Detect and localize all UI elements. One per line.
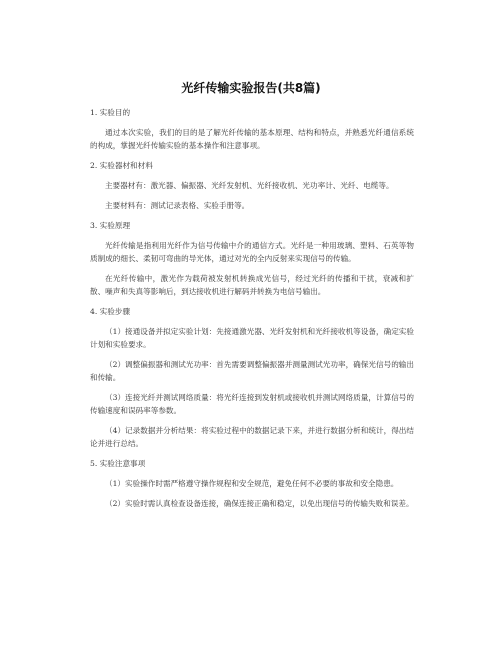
section-heading-purpose: 1. 实验目的 — [90, 108, 131, 117]
paragraph: 光纤传输是指利用光纤作为信号传输中介的通信方式。光纤是一种用玻璃、塑料、石英等物质制成的细长、柔韧可弯曲的导光体，通过对光的全内反射来实现信号的传输。 — [90, 241, 414, 263]
paragraph: 主要材料有：测试记录表格、实验手册等。 — [105, 201, 250, 210]
paragraph: （4）记录数据并分析结果：将实验过程中的数据记录下来，并进行数据分析和统计，得出结论并进行总结。 — [90, 426, 414, 448]
paragraph: （1）接通设备并拟定实验计划：先接通激光器、光纤发射机和光纤接收机等设备，确定实验计划和实验要求。 — [90, 327, 414, 349]
document-title: 光纤传输实验报告(共8篇) — [181, 81, 321, 95]
paragraph: 在光纤传输中，激光作为载荷被发射机转换成光信号，经过光纤的传播和干扰，衰减和扩散、噪声和失真等影响后，到达接收机进行解码并转换为电信号输出。 — [90, 274, 414, 296]
section-heading-precautions: 5. 实验注意事项 — [90, 459, 146, 468]
paragraph: 主要器材有：激光器、偏振器、光纤发射机、光纤接收机、光功率计、光纤、电缆等。 — [105, 181, 394, 190]
paragraph: （3）连接光纤并测试网络质量：将光纤连接到发射机或接收机并测试网络质量，计算信号的传输速度和误码率等参数。 — [90, 393, 414, 415]
paragraph: 通过本次实验，我们的目的是了解光纤传输的基本原理、结构和特点，并熟悉光纤通信系统的构成，掌握光纤传输实验的基本操作和注意事项。 — [90, 128, 414, 150]
paragraph: （2）调整偏振器和测试光功率：首先需要调整偏振器并测量测试光功率，确保光信号的输出和传输。 — [90, 360, 414, 382]
section-heading-equipment: 2. 实验器材和材料 — [90, 161, 153, 170]
paragraph: （1）实验操作时需严格遵守操作规程和安全规范，避免任何不必要的事故和安全隐患。 — [105, 479, 399, 488]
section-heading-principle: 3. 实验原理 — [90, 221, 131, 230]
paragraph: （2）实验时需认真检查设备连接，确保连接正确和稳定，以免出现信号的传输失败和误差。 — [105, 499, 414, 508]
section-heading-steps: 4. 实验步骤 — [90, 307, 131, 316]
document-body — [90, 106, 414, 517]
